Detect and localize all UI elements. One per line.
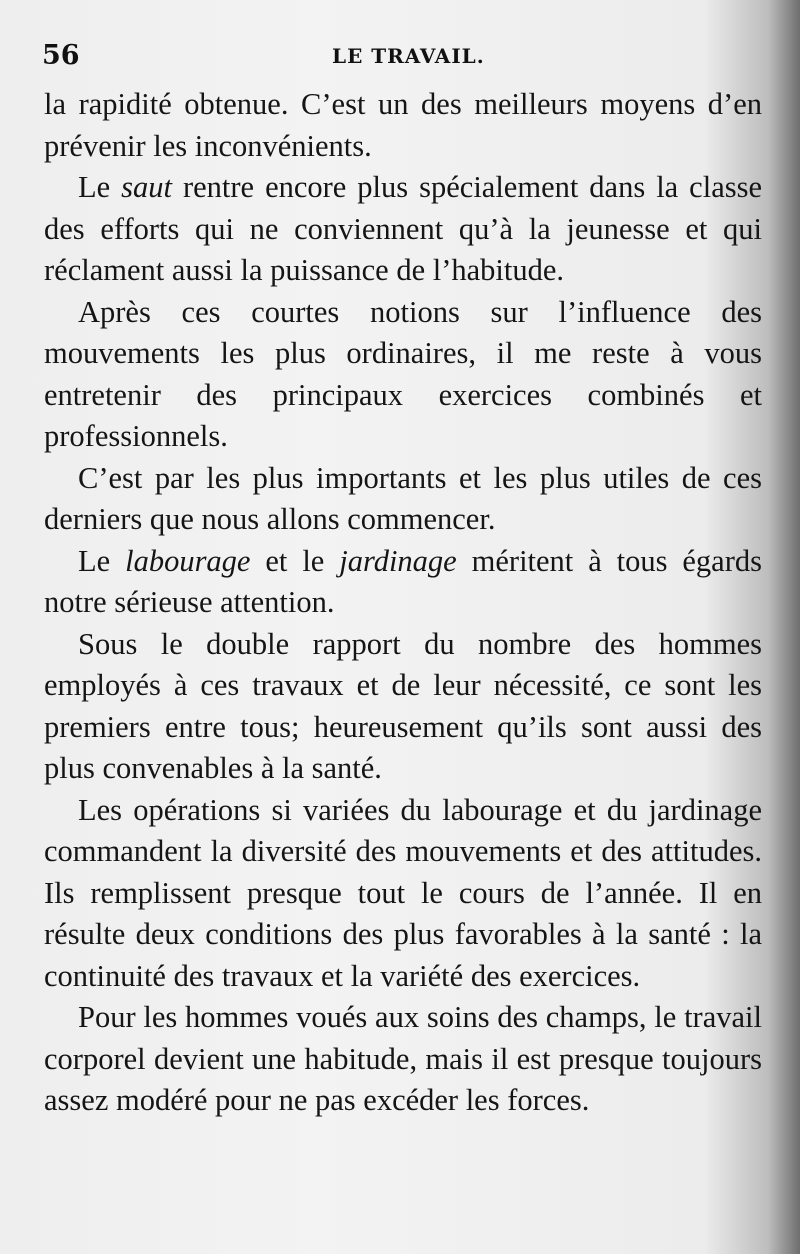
text-segment: Sous le double rapport du nombre des hommes employés à ces travaux et de leur nécessité, ce sont les premiers entre tous; heureusement qu’ils sont aussi des plus convenables à la santé. [44, 626, 762, 785]
paragraph-6 [44, 624, 762, 790]
text-segment: rentre encore plus spécialement dans la classe des efforts qui ne conviennent qu’à la jeunesse et qui réclament aussi la puissance de l’habitude. [44, 170, 763, 287]
body-text [44, 84, 762, 1122]
text-segment: Le [78, 170, 122, 204]
paragraph-8 [44, 997, 762, 1122]
text-segment: Le [78, 543, 126, 578]
paragraph-5 [44, 541, 762, 624]
italic-term-saut: saut [121, 170, 172, 204]
text-segment: Les opérations si variées du labourage et du jardinage commandent la diversité des mouvements et des attitudes. Ils remplissent presque tout le cours de l’année. Il en résulte deux conditions des plus favorables à la santé : la continuité des travaux et la variété des exercices. [44, 792, 762, 993]
text-segment: C’est par les plus importants et les plus utiles de ces derniers que nous allons commencer. [44, 460, 762, 536]
running-title: LE TRAVAIL. [332, 44, 485, 68]
paragraph-4 [44, 458, 762, 541]
paragraph-3 [44, 292, 762, 458]
text-segment: la rapidité obtenue. C’est un des meilleurs moyens d’en prévenir les inconvénients. [44, 87, 762, 163]
page-number: 56 [42, 40, 80, 71]
paragraph-1 [44, 84, 762, 167]
paragraph-2 [44, 167, 762, 292]
text-segment: et le [250, 543, 340, 578]
text-segment: méritent à tous égards notre sérieuse attention. [44, 543, 762, 619]
text-segment: Après ces courtes notions sur l’influence des mouvements les plus ordinaires, il me reste à vous entretenir des principaux exercices combinés et professionnels. [44, 294, 762, 453]
text-segment: Pour les hommes voués aux soins des champs, le travail corporel devient une habitude, mais il est presque toujours assez modéré pour ne pas excéder les forces. [44, 1000, 762, 1117]
page-header [42, 40, 742, 80]
paragraph-7 [44, 790, 762, 998]
italic-term-labourage: labourage [125, 543, 251, 578]
italic-term-jardinage: jardinage [339, 543, 457, 578]
